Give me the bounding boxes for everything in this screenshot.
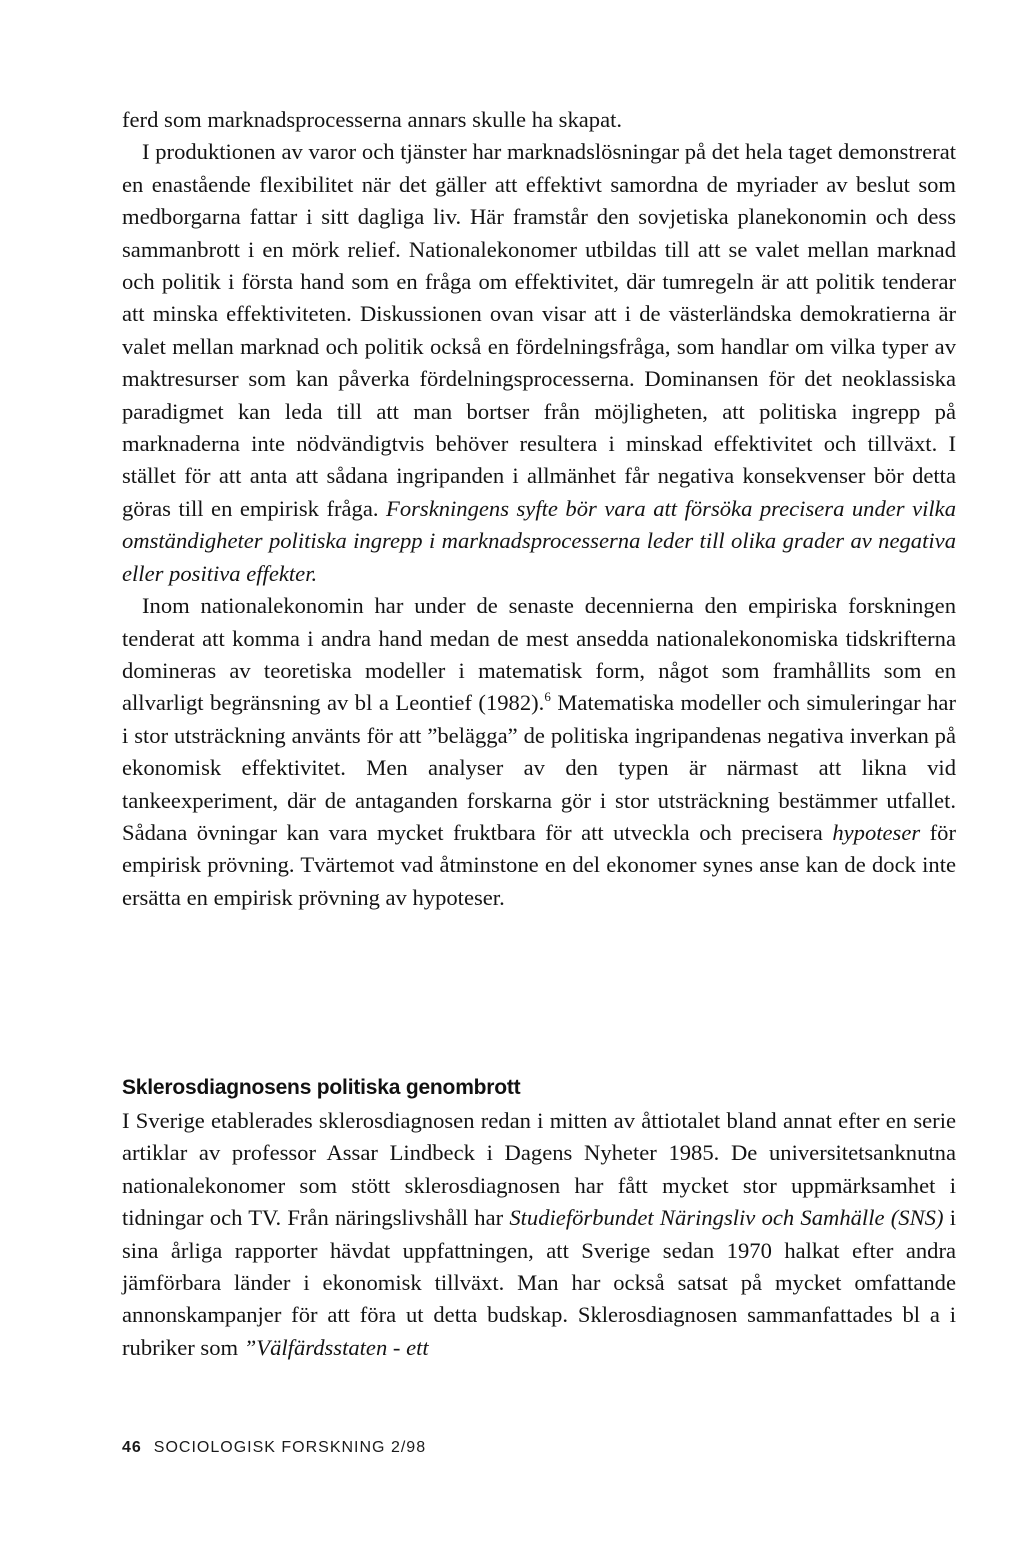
section-heading: Sklerosdiagnosens politiska genombrott [122,1076,521,1099]
page-footer [122,1439,426,1457]
section-text-a: I Sverige etablerades sklerosdiagnosen redan i mitten av åttiotalet bland annat efter en serie artiklar av professor Assar Lindbeck i Dagens Nyheter 1985. De universitetsanknutna nationalekonomer som stött sklerosdiagnosen har fått mycket stor uppmärksamhet i tidningar och TV. Från näringslivshåll har [122,1108,956,1231]
paragraph-3-text-a: Inom nationalekonomin har under de senaste decennierna den empiriska forskningen tenderat att komma i andra hand medan de mest ansedda nationalekonomiska tidskrifterna domineras av teoretiska modeller i matematisk form, något som framhållits som en allvarligt begränsning av bl a Leontief (1982). [122,593,956,716]
journal-title: SOCIOLOGISK FORSKNING 2/98 [153,1439,427,1456]
paragraph-3-italic: hypoteser [832,819,921,845]
section-body [122,1105,956,1364]
paragraph-3-text-c: för empirisk prövning. Tvärtemot vad åtminstone en del ekonomer synes anse kan de dock inte ersätta en empirisk prövning av hypoteser. [122,819,957,910]
body-text [122,104,956,914]
section-italic-1: Studieförbundet Näringsliv och Samhälle (SNS) [509,1205,944,1231]
footnote-marker[interactable]: 6 [544,689,551,705]
section-italic-2: ”Välfärdsstaten - ett [243,1334,429,1360]
paragraph-3-text-b: Matematiska modeller och simuleringar har i stor utsträckning använts för att ”belägga” de politiska ingripandenas negativa inverkan på ekonomisk effektivitet. Men analyser av den typen är närmast att likna vid tankeexperiment, där de antaganden forskarna gör i stor utsträckning bestämmer utfallet. Sådana övningar kan vara mycket fruktbara för att utveckla och precisera [122,690,956,845]
paragraph-1: ferd som marknadsprocesserna annars skulle ha skapat. [122,107,623,132]
paragraph-3 [122,590,956,914]
page-number: 46 [122,1439,142,1456]
paragraph-2 [122,136,956,590]
section-text-b: i sina årliga rapporter hävdat uppfattningen, att Sverige sedan 1970 halkat efter andra jämförbara länder i ekonomisk tillväxt. Man har också satsat på mycket omfattande annonskampanjer för att föra ut detta budskap. Sklerosdiagnosen sammanfattades bl a i rubriker som [122,1205,956,1360]
paragraph-2-italic: Forskningens syfte bör vara att försöka precisera under vilka omständigheter politiska ingrepp i marknadsprocesserna leder till olika grader av negativa eller positiva effekter. [122,495,956,586]
paragraph-2-text: I produktionen av varor och tjänster har marknadslösningar på det hela taget demonstrerat en enastående flexibilitet när det gäller att effektivt samordna de myriader av beslut som medborgarna fattar i sitt dagliga liv. Här framstår den sovjetiska planekonomin och dess sammanbrott i en mörk relief. Nationalekonomer utbildas till att se valet mellan marknad och politik i första hand som en fråga om effektivitet, där tumregeln är att politik tenderar att minska effektiviteten. Diskussionen ovan visar att i de västerländska demokratierna är valet mellan marknad och politik också en fördelningsfråga, som handlar om vilka typer av maktresurser som kan påverka fördelningsprocesserna. Dominansen för det neoklassiska paradigmet kan leda till att man bortser från möjligheten, att politiska ingrepp på marknaderna inte nödvändigtvis behöver resultera i minskad effektivitet och tillväxt. I stället för att anta att sådana ingripanden i allmänhet får negativa konsekvenser bör detta göras till en empirisk fråga. [122,139,956,521]
section-paragraph [122,1105,956,1364]
